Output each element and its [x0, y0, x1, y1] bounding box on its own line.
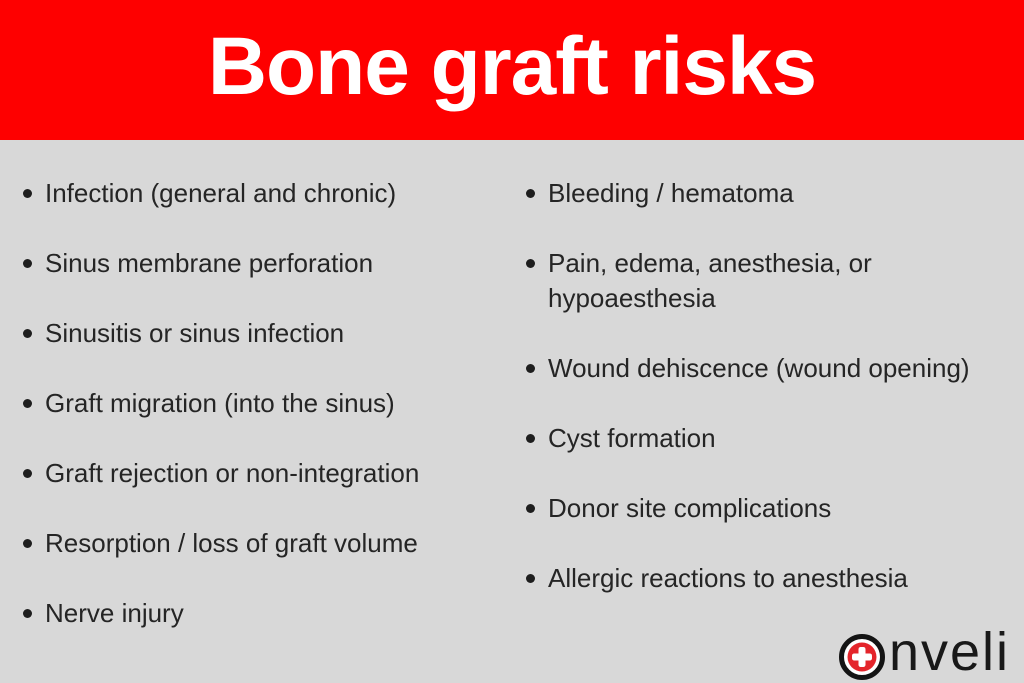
- list-item: Infection (general and chronic): [22, 176, 504, 211]
- list-item: Wound dehiscence (wound opening): [525, 351, 991, 386]
- list-item: Resorption / loss of graft volume: [22, 526, 504, 561]
- list-item: Cyst formation: [525, 421, 991, 456]
- list-item: Graft rejection or non-integration: [22, 456, 504, 491]
- header-band: [0, 0, 1024, 140]
- list-item: Sinusitis or sinus infection: [22, 316, 504, 351]
- medical-cross-icon: [838, 633, 886, 681]
- list-item: Allergic reactions to anesthesia: [525, 561, 991, 596]
- list-item: Donor site complications: [525, 491, 991, 526]
- list-item: Graft migration (into the sinus): [22, 386, 504, 421]
- risks-right-list: [525, 176, 991, 631]
- list-item: Bleeding / hematoma: [525, 176, 991, 211]
- list-item: Nerve injury: [22, 596, 504, 631]
- list-item: Pain, edema, anesthesia, or hypoaesthesia: [525, 246, 991, 316]
- anveli-logo: [838, 623, 1010, 681]
- logo-text: nveli: [888, 622, 1010, 682]
- risks-left-list: [22, 176, 504, 666]
- page-title: Bone graft risks: [207, 21, 817, 112]
- list-item: Sinus membrane perforation: [22, 246, 504, 281]
